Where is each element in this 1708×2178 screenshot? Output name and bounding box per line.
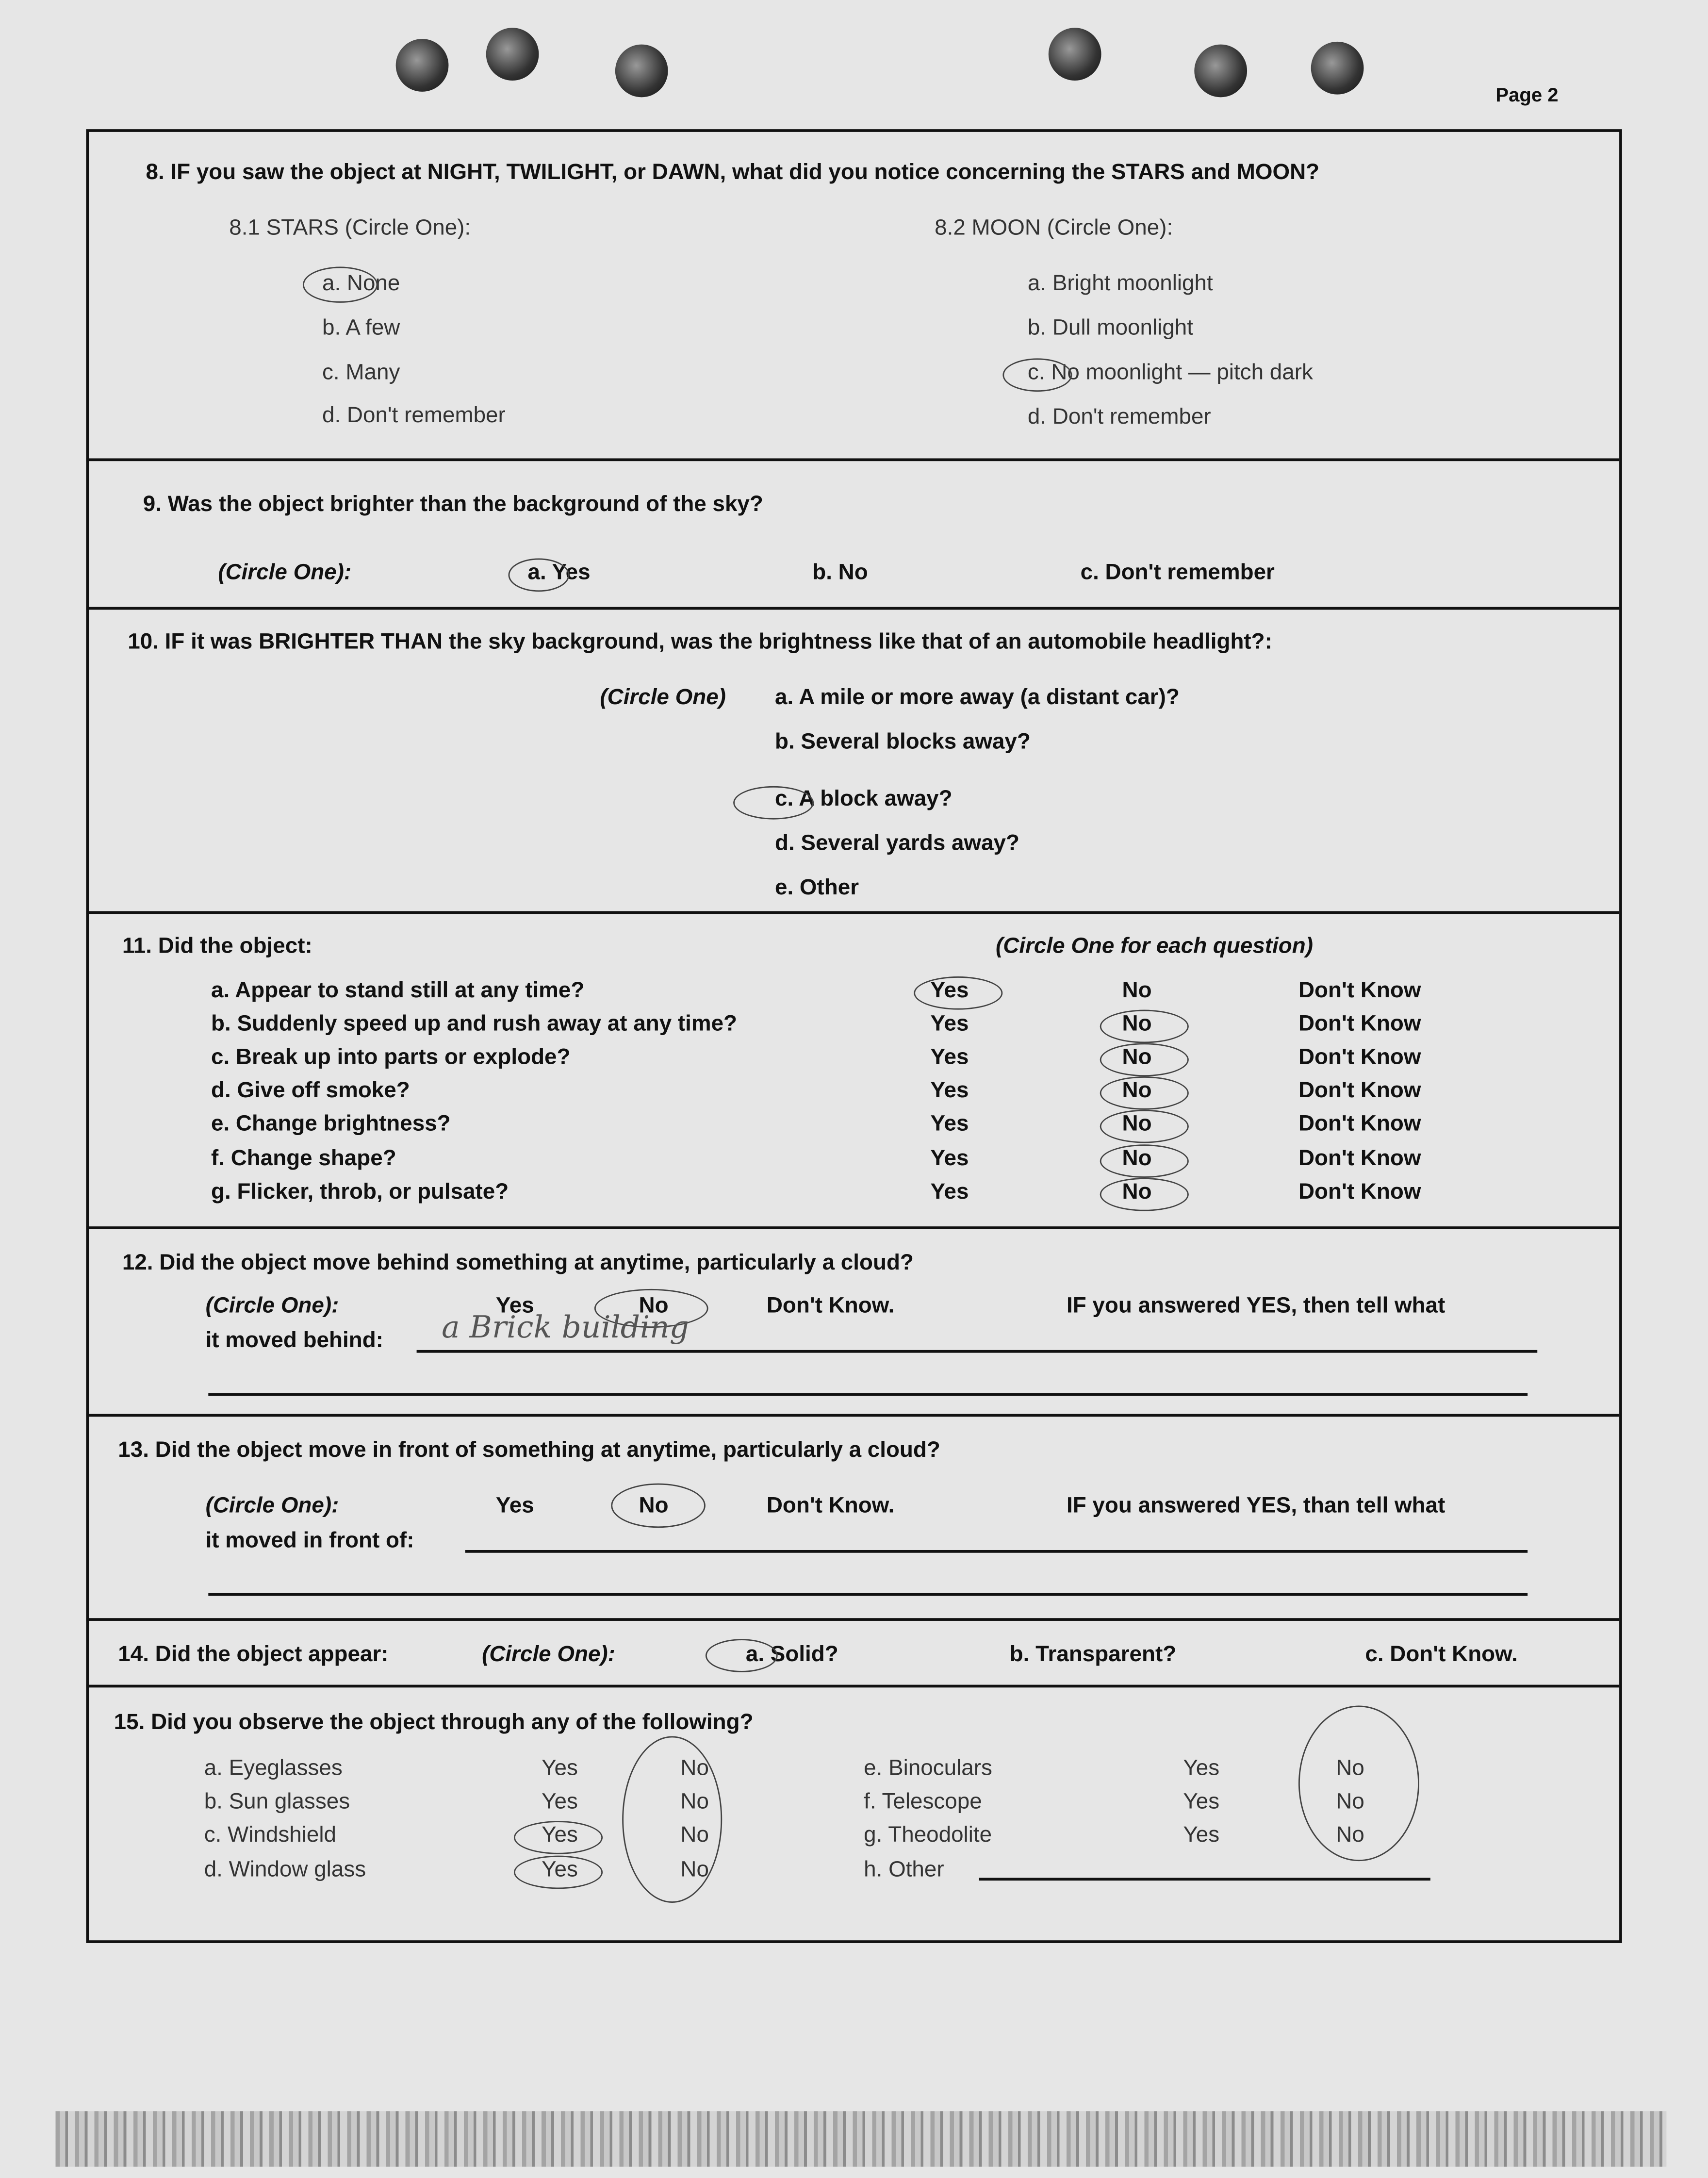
option-text: None <box>346 272 400 296</box>
q11-answer-dont-know[interactable]: Don't Know <box>1298 1112 1421 1137</box>
scan-edge <box>55 2111 1666 2166</box>
question-10: 10. IF it was BRIGHTER THAN the sky background, was the brightness like that of an automobile headlight?: <box>128 630 1272 655</box>
option-text: Don't remember <box>1052 405 1211 429</box>
option-letter: c. <box>322 361 340 385</box>
q15-answer-yes[interactable]: Yes <box>542 1790 578 1814</box>
circle-one-label: (Circle One): <box>482 1643 615 1667</box>
q15-item-label: d. Window glass <box>204 1858 366 1882</box>
q11-answer-dont-know[interactable]: Don't Know <box>1298 1046 1421 1070</box>
q12-option-no[interactable]: No <box>639 1294 669 1319</box>
q14-option-b[interactable]: b. Transparent? <box>1009 1643 1177 1667</box>
q10-option-d[interactable]: d. Several yards away? <box>774 832 1020 856</box>
option-letter: d. <box>322 404 341 428</box>
moon-option-b[interactable] <box>1028 317 1193 342</box>
q13-field-label: it moved in front of: <box>205 1529 414 1553</box>
question-15: 15. Did you observe the object through any of the following? <box>114 1711 754 1735</box>
q11-answer-yes[interactable]: Yes <box>930 1112 969 1137</box>
answer-circle <box>1100 1110 1189 1143</box>
q15-answer-yes[interactable]: Yes <box>1183 1757 1220 1781</box>
punch-hole <box>615 45 668 98</box>
q11-item-question: g. Flicker, throb, or pulsate? <box>211 1180 509 1204</box>
q11-item-question: e. Change brightness? <box>211 1112 451 1137</box>
stars-option-d[interactable] <box>322 404 506 429</box>
q12-field-value[interactable]: a Brick building <box>442 1311 690 1346</box>
divider <box>86 607 1619 610</box>
option-letter: a. <box>322 272 341 296</box>
q11-answer-yes[interactable]: Yes <box>930 1046 969 1070</box>
q11-answer-no[interactable]: No <box>1122 1046 1152 1070</box>
circle-note: (Circle One for each question) <box>996 935 1313 958</box>
q15-other-label: h. Other <box>864 1858 944 1882</box>
q9-option-no[interactable]: b. No <box>812 561 868 585</box>
q13-if-yes: IF you answered YES, than tell what <box>1067 1494 1445 1518</box>
punch-hole <box>396 39 449 92</box>
q11-answer-dont-know[interactable]: Don't Know <box>1298 1079 1421 1103</box>
q11-answer-dont-know[interactable]: Don't Know <box>1298 979 1421 1003</box>
q11-answer-no[interactable]: No <box>1122 1147 1152 1171</box>
q11-item-question: d. Give off smoke? <box>211 1079 410 1103</box>
q11-answer-no[interactable]: No <box>1122 1180 1152 1204</box>
circle-one-label: (Circle One): <box>218 561 352 585</box>
q15-answer-no[interactable]: No <box>680 1757 709 1781</box>
q11-answer-no[interactable]: No <box>1122 1079 1152 1103</box>
q11-answer-dont-know[interactable]: Don't Know <box>1298 1180 1421 1204</box>
q12-field-label: it moved behind: <box>205 1329 383 1353</box>
punch-hole <box>1311 42 1364 95</box>
answer-circle <box>1100 1010 1189 1043</box>
answer-circle <box>1100 1076 1189 1110</box>
answer-circle <box>1100 1178 1189 1211</box>
stars-label: 8.1 STARS (Circle One): <box>229 216 471 241</box>
q15-answer-no[interactable]: No <box>1336 1757 1364 1781</box>
q11-item-question: f. Change shape? <box>211 1147 396 1171</box>
q14-option-a[interactable]: a. Solid? <box>745 1643 838 1667</box>
q15-answer-no[interactable]: No <box>1336 1823 1364 1848</box>
divider <box>86 911 1619 914</box>
q14-option-c[interactable]: c. Don't Know. <box>1365 1643 1518 1667</box>
q15-answer-no[interactable]: No <box>680 1790 709 1814</box>
question-8: 8. IF you saw the object at NIGHT, TWILIGHT, or DAWN, what did you notice concerning the STARS and MOON? <box>146 161 1320 185</box>
answer-circle <box>1100 1043 1189 1076</box>
q13-field-line[interactable] <box>465 1550 1527 1553</box>
answer-circle <box>514 1856 603 1889</box>
answer-circle <box>1298 1706 1419 1862</box>
answer-circle <box>706 1639 778 1672</box>
circle-one-label: (Circle One) <box>600 686 726 710</box>
q13-option-no[interactable]: No <box>639 1494 669 1518</box>
question-9: 9. Was the object brighter than the background of the sky? <box>143 493 763 517</box>
q12-if-yes: IF you answered YES, then tell what <box>1067 1294 1445 1319</box>
question-13: 13. Did the object move in front of something at anytime, particularly a cloud? <box>118 1439 940 1463</box>
q12-field-line-2 <box>208 1393 1527 1396</box>
page-number: Page 2 <box>1495 83 1559 106</box>
punch-hole <box>1049 28 1101 81</box>
answer-circle <box>622 1736 722 1903</box>
q15-answer-yes[interactable]: Yes <box>542 1858 578 1882</box>
q13-option-dont-know[interactable]: Don't Know. <box>766 1494 895 1518</box>
option-text: A few <box>345 316 400 341</box>
q11-answer-no[interactable]: No <box>1122 979 1152 1003</box>
q15-answer-yes[interactable]: Yes <box>542 1823 578 1848</box>
answer-circle <box>733 786 814 820</box>
q15-other-field[interactable] <box>979 1878 1430 1881</box>
q11-answer-dont-know[interactable]: Don't Know <box>1298 1147 1421 1171</box>
q12-option-dont-know[interactable]: Don't Know. <box>766 1294 895 1319</box>
q15-answer-no[interactable]: No <box>680 1858 709 1882</box>
q15-item-label: b. Sun glasses <box>204 1790 350 1814</box>
q11-answer-yes[interactable]: Yes <box>930 1079 969 1103</box>
q11-item-question: b. Suddenly speed up and rush away at any time? <box>211 1012 738 1037</box>
circle-one-label: (Circle One): <box>205 1294 339 1319</box>
question-12: 12. Did the object move behind something at anytime, particularly a cloud? <box>122 1251 914 1275</box>
q9-option-dont-remember[interactable]: c. Don't remember <box>1080 561 1275 585</box>
divider <box>86 458 1619 461</box>
punch-hole <box>1194 45 1247 98</box>
answer-circle <box>1002 358 1072 392</box>
q11-answer-yes[interactable]: Yes <box>930 1012 969 1037</box>
option-text: No moonlight — pitch dark <box>1051 361 1313 385</box>
q15-item-label: a. Eyeglasses <box>204 1757 343 1781</box>
q15-answer-yes[interactable]: Yes <box>1183 1823 1220 1848</box>
q11-answer-yes[interactable]: Yes <box>930 1147 969 1171</box>
divider <box>86 1226 1619 1229</box>
q15-item-label: c. Windshield <box>204 1823 337 1848</box>
option-text: Many <box>345 361 400 385</box>
q11-answer-yes[interactable]: Yes <box>930 1180 969 1204</box>
circle-one-label: (Circle One): <box>205 1494 339 1518</box>
q11-answer-yes[interactable]: Yes <box>930 979 969 1003</box>
answer-circle <box>914 976 1002 1010</box>
q10-option-b[interactable]: b. Several blocks away? <box>774 730 1031 755</box>
moon-option-d[interactable] <box>1028 406 1211 431</box>
q10-option-e[interactable]: e. Other <box>774 876 859 900</box>
divider <box>86 1685 1619 1688</box>
q12-field-line <box>417 1350 1538 1353</box>
option-letter: b. <box>322 316 341 341</box>
moon-option-a[interactable] <box>1028 272 1213 297</box>
q15-item-label: e. Binoculars <box>864 1757 992 1781</box>
stars-option-c[interactable] <box>322 361 400 386</box>
question-14: 14. Did the object appear: <box>118 1643 389 1667</box>
q15-answer-yes[interactable]: Yes <box>542 1757 578 1781</box>
option-text: Dull moonlight <box>1052 316 1193 341</box>
option-letter: d. <box>1027 405 1047 429</box>
q11-answer-no[interactable]: No <box>1122 1012 1152 1037</box>
q11-answer-no[interactable]: No <box>1122 1112 1152 1137</box>
answer-circle <box>514 1821 603 1854</box>
answer-circle <box>303 267 378 303</box>
punch-hole <box>486 28 539 81</box>
option-letter: c. <box>1027 361 1045 385</box>
q15-answer-yes[interactable]: Yes <box>1183 1790 1220 1814</box>
q11-item-question: c. Break up into parts or explode? <box>211 1046 571 1070</box>
q12-option-yes[interactable]: Yes <box>495 1294 534 1319</box>
answer-circle <box>611 1484 706 1528</box>
option-text: Don't remember <box>346 404 506 428</box>
q11-answer-dont-know[interactable]: Don't Know <box>1298 1012 1421 1037</box>
q15-answer-no[interactable]: No <box>680 1823 709 1848</box>
question-11: 11. Did the object: <box>122 935 312 958</box>
q10-option-c[interactable]: c. A block away? <box>774 787 953 811</box>
q9-option-yes[interactable]: a. Yes <box>527 561 591 585</box>
option-text: Bright moonlight <box>1052 272 1213 296</box>
option-letter: b. <box>1027 316 1047 341</box>
q15-answer-no[interactable]: No <box>1336 1790 1364 1814</box>
divider <box>86 1618 1619 1621</box>
q10-option-a[interactable]: a. A mile or more away (a distant car)? <box>774 686 1180 710</box>
q13-option-yes[interactable]: Yes <box>495 1494 534 1518</box>
q15-item-label: f. Telescope <box>864 1790 982 1814</box>
divider <box>86 1414 1619 1417</box>
option-letter: a. <box>1027 272 1047 296</box>
stars-option-b[interactable] <box>322 317 400 342</box>
moon-label: 8.2 MOON (Circle One): <box>935 216 1173 241</box>
answer-circle <box>1100 1144 1189 1178</box>
q13-field-line-2 <box>208 1593 1527 1596</box>
answer-circle <box>508 559 569 592</box>
q15-item-label: g. Theodolite <box>864 1823 992 1848</box>
q11-item-question: a. Appear to stand still at any time? <box>211 979 585 1003</box>
